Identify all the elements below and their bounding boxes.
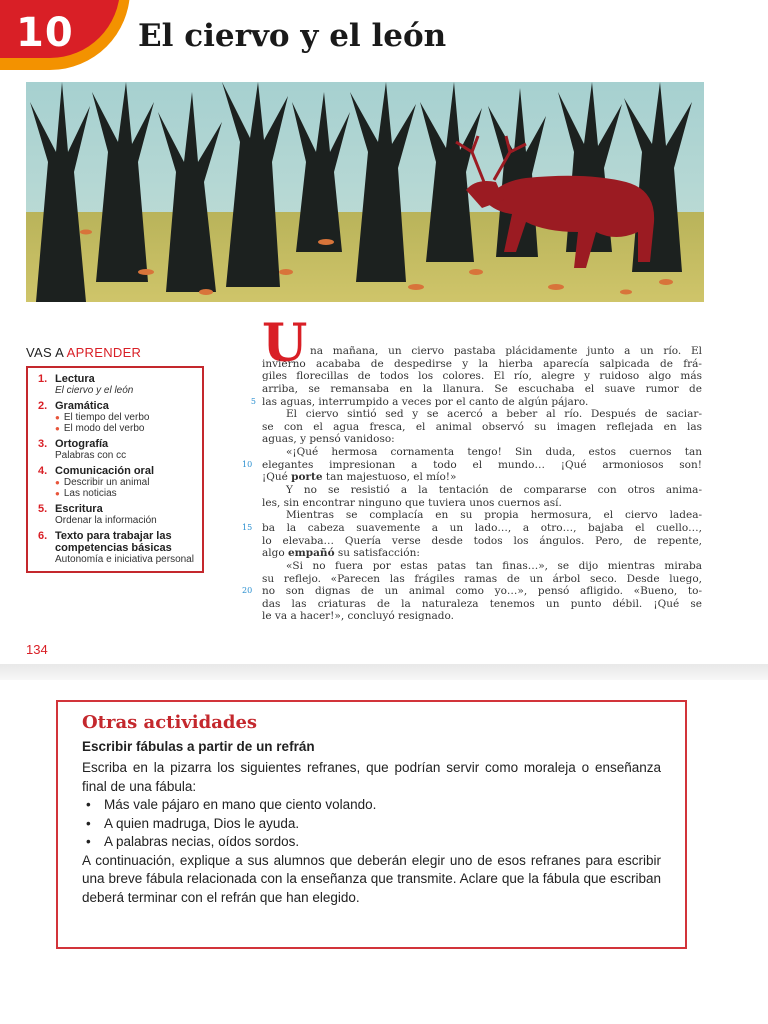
fable-line: Mientras se complacía en su propia hermosura, el ciervo ladea- <box>286 509 702 522</box>
fable-line: ¡Qué porte tan majestuoso, el mío!» <box>262 471 457 484</box>
list-item: • A quien madruga, Dios le ayuda. <box>82 815 661 834</box>
fable-line: das las criaturas de la naturaleza tenemos un punto débil. ¡Qué se <box>262 597 702 610</box>
list-item: • A palabras necias, oídos sordos. <box>82 833 661 852</box>
activities-title: Otras actividades <box>82 712 258 733</box>
fable-line: les, sin encontrar ninguno que tuviera unos cuernos así. <box>262 496 562 509</box>
line-number: 15 <box>242 522 253 532</box>
objectives-box <box>26 366 204 573</box>
line-number: 5 <box>250 396 256 406</box>
fable-line: se con el agua fresca, el animal observó su imagen reflejada en las <box>262 420 702 433</box>
fable-line: algo empañó su satisfacción: <box>262 547 420 560</box>
bullet-icon: ● <box>55 424 60 433</box>
page-divider <box>0 664 768 680</box>
fable-line: le va a hacer!», concluyó resignado. <box>262 610 454 623</box>
line-number: 10 <box>242 459 253 469</box>
fable-line: giles florecillas de todos los colores. El río, alegre y ruidoso algo más <box>262 370 702 383</box>
bullet-icon: • <box>86 797 91 812</box>
fable-line: ba la cabeza suavemente a un lado…, a otro…, bajaba el cuello…, 15 <box>242 521 702 534</box>
proverb-list <box>82 796 661 852</box>
fable-line: las aguas, interrumpido a veces por el canto de algún pájaro. 5 <box>262 396 702 409</box>
fable-line: El ciervo sintió sed y se acercó a beber al río. Después de saciar- <box>286 408 702 421</box>
learning-objectives <box>26 345 204 573</box>
fable-line: invierno acababa de despedirse y la hierba aparecía salpicada de frá- <box>262 357 702 370</box>
unit-badge <box>0 0 130 70</box>
bullet-icon: ● <box>55 489 60 498</box>
activities-subtitle: Escribir fábulas a partir de un refrán <box>82 739 315 754</box>
activities-closing: A continuación, explique a sus alumnos que deberán elegir uno de esos refranes para escribir una breve fábula relacionada con la enseñanza que transmite. Aclare que la fábula que escriban deberá terminar con el refrán que han elegido. <box>82 852 661 905</box>
objective-section: 3. Ortografía Palabras con cc <box>38 438 127 461</box>
list-item: • Más vale pájaro en mano que ciento volando. <box>82 796 661 815</box>
fable-line: Y no se resistió a la tentación de compararse con otros anima- <box>286 484 702 497</box>
objective-section: 5. Escritura Ordenar la información <box>38 503 157 526</box>
bullet-icon: • <box>86 834 91 849</box>
activities-intro: Escriba en la pizarra los siguientes refranes, que podrían servir como moraleja o enseñanza final de una fábula: <box>82 760 661 794</box>
objective-section: 6. Texto para trabajar las competencias básicas Autonomía e iniciativa personal <box>38 530 194 565</box>
fable-lines <box>242 345 702 623</box>
fable-line: lo elevaba… Quería verse desde todos los ángulos. Pero, de repente, <box>262 534 702 547</box>
fable-line: no son dignas de un animal como yo…», pensó afligido. «Bueno, to- 20 <box>242 585 702 598</box>
fable-line: na mañana, un ciervo pastaba plácidamente junto a un río. El <box>310 345 702 357</box>
bullet-icon: ● <box>55 413 60 422</box>
objective-section: 1. Lectura El ciervo y el león <box>38 373 134 396</box>
vas-a-aprender-label: VAS A APRENDER <box>26 345 142 360</box>
fable-line: aguas, y pensó vanidoso: <box>262 433 395 446</box>
bullet-icon: • <box>86 815 91 831</box>
page-number: 134 <box>26 642 48 657</box>
page-title: El ciervo y el león <box>138 18 447 54</box>
objective-section: 4. Comunicación oral ● Describir un animal ● Las noticias <box>38 465 155 499</box>
fable-line: elegantes impresionan a todo el mundo… ¡Qué armoniosos son! 10 <box>242 458 702 471</box>
unit-number: 10 <box>16 10 74 56</box>
fable-line: «Si no fuera por estas patas tan finas…», se dijo mientras miraba <box>286 559 702 572</box>
fable-line: su reflejo. «Parecen las frágiles ramas de un árbol seco. Desde luego, <box>262 572 702 585</box>
objective-section: 2. Gramática ● El tiempo del verbo ● El modo del verbo <box>38 400 150 434</box>
bullet-icon: ● <box>55 478 60 487</box>
fable-line: «¡Qué hermosa cornamenta tengo! Sin duda, estos cuernos tan <box>286 446 702 459</box>
fable-line: arriba, se remansaba en la llanura. Se escuchaba el suave rumor de <box>262 382 702 395</box>
otras-actividades-box <box>56 700 687 949</box>
drop-cap: U <box>262 313 308 374</box>
forest-deer-illustration <box>26 82 704 302</box>
line-number: 20 <box>242 586 253 596</box>
